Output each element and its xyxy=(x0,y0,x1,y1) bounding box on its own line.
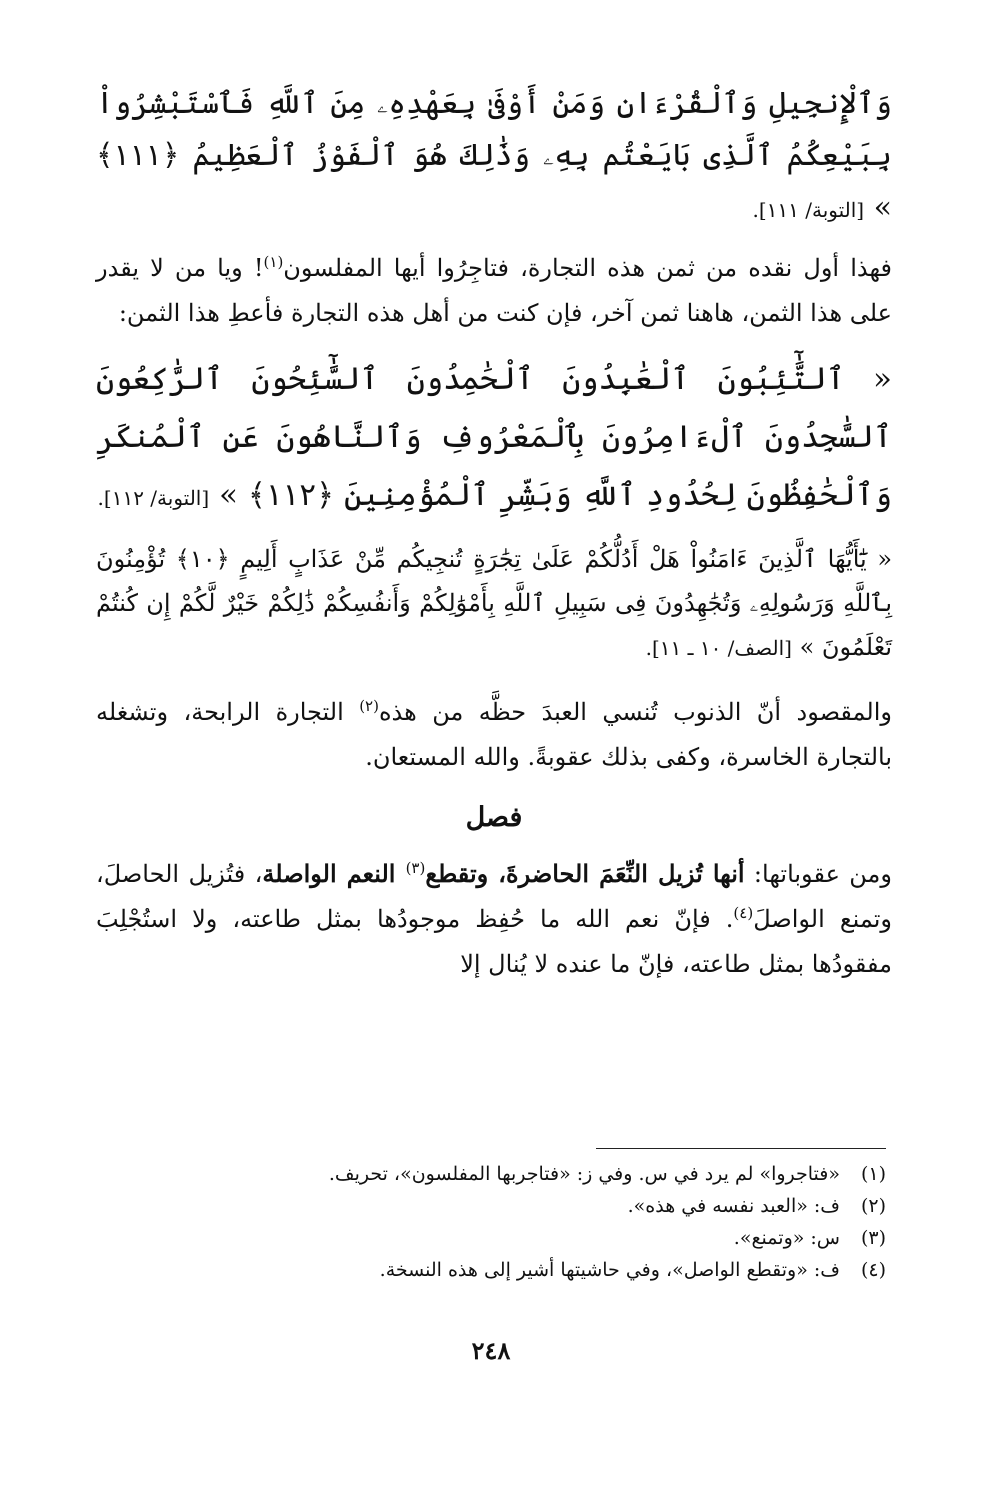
quran-verse-saff-10-11 xyxy=(96,537,892,670)
bold-phrase: أنها تُزيل النِّعَمَ الحاضرةَ، وتقطع xyxy=(425,859,745,888)
footnote-number: (٤) xyxy=(860,1259,886,1281)
page-body xyxy=(96,78,892,987)
quran-verse-tawba-111 xyxy=(96,78,892,236)
paragraph-text: فهذا أول نقده من ثمن هذه التجارة، فتاجِرُوا أيها المفلسون xyxy=(283,254,893,282)
paragraph-punishments xyxy=(96,851,892,987)
footnote-number: (٣) xyxy=(860,1227,886,1249)
footnote-text: س: «وتمنع». xyxy=(733,1227,840,1249)
verse-reference: [الصف/ ١٠ ـ ١١]. xyxy=(645,636,792,660)
paragraph-text: ومن عقوباتها: xyxy=(744,860,892,888)
quran-verse-tawba-112 xyxy=(96,350,892,527)
verse-text: « ٱلتَّٰٓئِبُونَ ٱلْعَٰبِدُونَ ٱلْحَٰمِدُونَ ٱلسَّٰٓئِحُونَ ٱلرَّٰكِعُونَ ٱلسَّٰجِدُونَ ٱلْءَامِرُونَ بِٱلْمَعْرُوفِ وَٱلنَّاهُونَ عَنِ ٱلْمُنكَرِ وَٱلْحَٰفِظُونَ لِحُدُودِ ٱللَّهِ وَبَشِّرِ ٱلْمُؤْمِنِينَ ﴿١١٢﴾ » xyxy=(96,361,892,513)
footnote-divider xyxy=(596,1148,886,1149)
verse-reference: [التوبة/ ١١١]. xyxy=(752,198,865,222)
footnote-text: ف: «وتقطع الواصل»، وفي حاشيتها أشير إلى هذه النسخة. xyxy=(379,1259,840,1281)
paragraph-text: والمقصود أنّ الذنوب تُنسي العبدَ حظَّه من هذه xyxy=(378,698,892,726)
verse-text: وَٱلْإِنجِيلِ وَٱلْقُرْءَانِ وَمَنْ أَوْفَىٰ بِعَهْدِهِۦ مِنَ ٱللَّهِ فَٱسْتَبْشِرُواْ بِبَيْعِكُمُ ٱلَّذِى بَايَعْتُم بِهِۦ وَذَٰلِكَ هُوَ ٱلْفَوْزُ ٱلْعَظِيمُ ﴿١١١﴾ » xyxy=(96,86,892,225)
footnote-marker-1: (١) xyxy=(263,253,284,271)
footnote-number: (٢) xyxy=(860,1195,886,1217)
footnote-marker-2: (٢) xyxy=(359,697,379,715)
paragraph-text: . فإنّ نعم الله ما حُفِظ موجودُها بمثل طاعته، ولا استُجْلِبَ مفقودُها بمثل طاعته، فإنّ ما عنده لا يُنال إلا xyxy=(96,905,892,978)
verse-reference: [التوبة/ ١١٢]. xyxy=(97,486,210,510)
footnote-text: «فتاجروا» لم يرد في س. وفي ز: «فتاجربها المفلسون»، تحريف. xyxy=(328,1163,840,1185)
bold-phrase: النعم الواصلة xyxy=(262,859,406,888)
paragraph-text: ! ويا من لا يقدر على هذا الثمن، هاهنا ثمن آخر، فإن كنت من أهل هذه التجارة فأعطِ هذا الثمن: xyxy=(96,254,892,327)
paragraph-text: ، فتُزيل الحاصلَ، وتمنع الواصلَ xyxy=(96,860,892,933)
footnote-marker-3: (٣) xyxy=(405,859,426,877)
footnote-item xyxy=(106,1158,886,1190)
footnote-item xyxy=(106,1190,886,1222)
verse-text: « يَٰٓأَيُّهَا ٱلَّذِينَ ءَامَنُواْ هَلْ أَدُلُّكُمْ عَلَىٰ تِجَٰرَةٍ تُنجِيكُم مِّنْ عَذَابٍ أَلِيمٍ ﴿١٠﴾ تُؤْمِنُونَ بِٱللَّهِ وَرَسُولِهِۦ وَتُجَٰهِدُونَ فِى سَبِيلِ ٱللَّهِ بِأَمْوَٰلِكُمْ وَأَنفُسِكُمْ ذَٰلِكُمْ خَيْرٌ لَّكُمْ إِن كُنتُمْ تَعْلَمُونَ » xyxy=(96,545,892,661)
section-heading: فصل xyxy=(465,802,523,833)
footnote-text: ف: «العبد نفسه في هذه». xyxy=(627,1195,840,1217)
paragraph-trade-price xyxy=(96,246,892,336)
footnote-item xyxy=(106,1222,886,1254)
paragraph-text: التجارة الرابحة، وتشغله بالتجارة الخاسرة، وكفى بذلك عقوبةً. والله المستعان. xyxy=(96,698,892,771)
footnote-marker-4: (٤) xyxy=(733,904,754,922)
page-number: ٢٤٨ xyxy=(471,1336,511,1365)
footnote-number: (١) xyxy=(860,1163,886,1185)
footnote-item xyxy=(106,1254,886,1286)
paragraph-sins-forget xyxy=(96,690,892,780)
footnotes xyxy=(106,1158,886,1286)
